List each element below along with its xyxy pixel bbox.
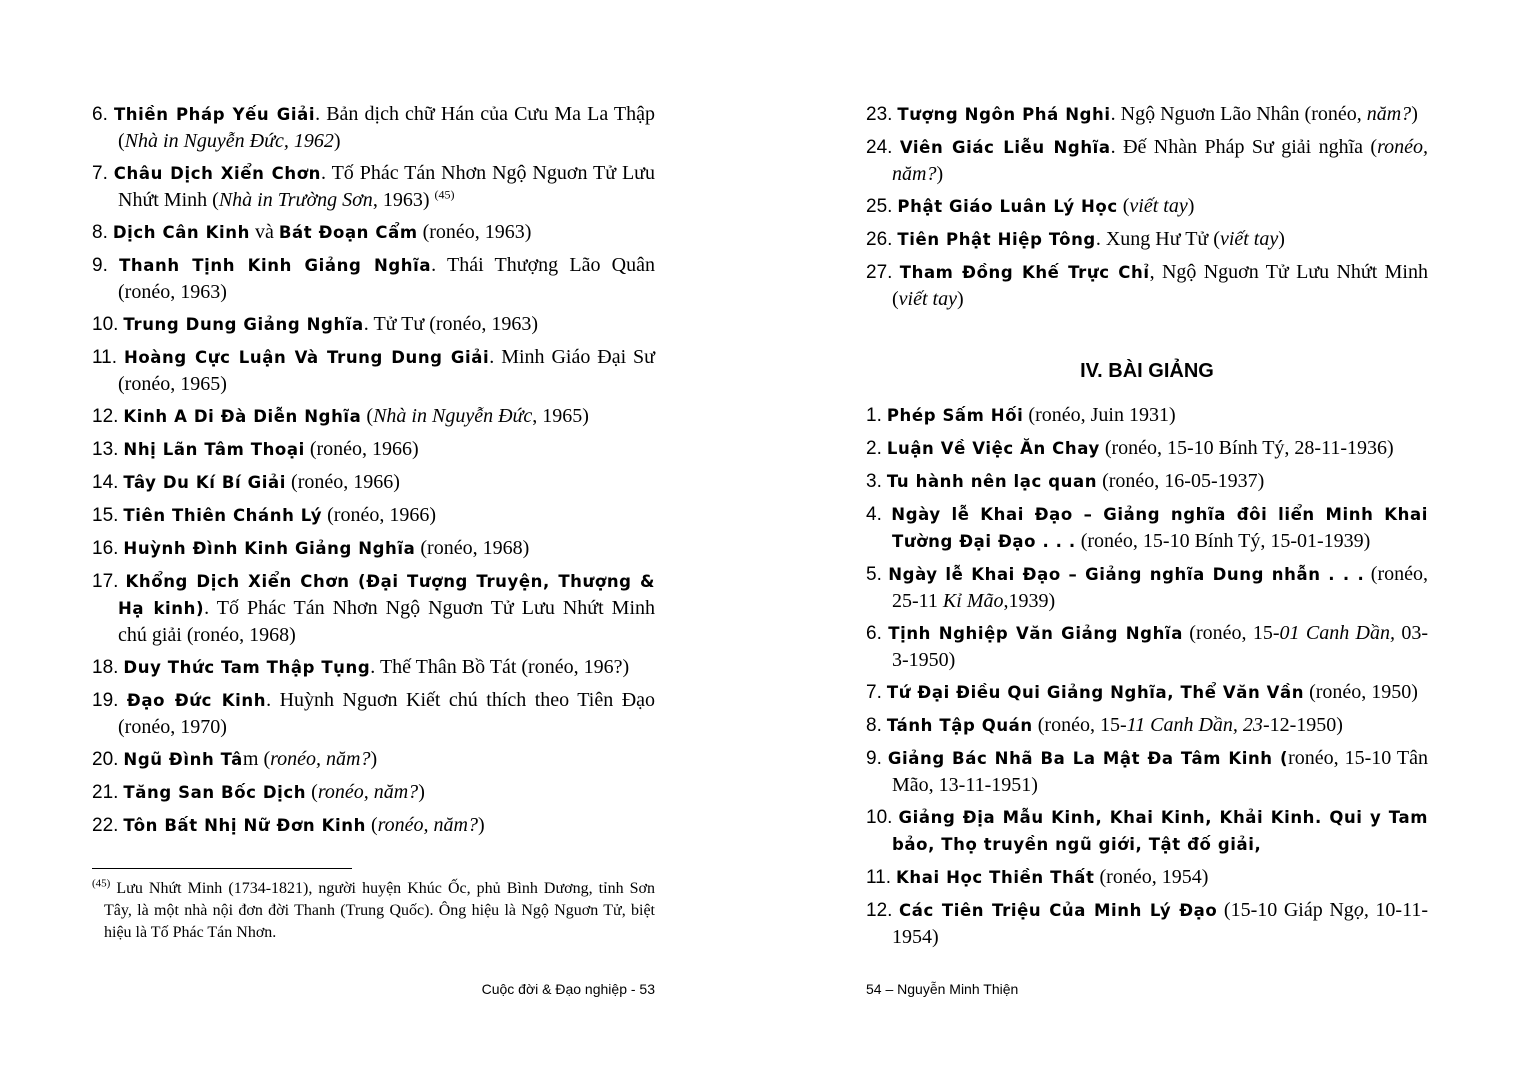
entry-title: Thanh Tịnh Kinh Giảng Nghĩa	[119, 256, 432, 275]
entry-separator: ,	[1149, 261, 1162, 283]
entry-title: Nhị Lãn Tâm Thoại	[123, 440, 305, 459]
entry-description: )	[333, 130, 341, 152]
entry-title: Tiên Phật Hiệp Tông	[897, 230, 1096, 249]
list-item	[866, 897, 1428, 950]
entry-publisher: năm?	[1366, 103, 1412, 125]
list-item	[92, 746, 655, 773]
entry-title: Dịch Cân Kinh	[112, 223, 250, 242]
list-item	[866, 501, 1428, 555]
entry-description: 10-11- 1954)	[892, 899, 1429, 948]
entry-title: Huỳnh Đình Kinh Giảng Nghĩa	[123, 539, 416, 558]
entry-number: 22.	[92, 815, 119, 836]
entry-number: 26.	[866, 229, 893, 250]
entry-title: Tiên Thiên Chánh Lý	[123, 506, 323, 525]
list-item	[866, 402, 1428, 429]
footnote-text: Lưu Nhứt Minh (1734-1821), người huyện Khúc Ốc, phủ Bình Dương, tỉnh Sơn Tây, là một nhà nội đơn đời Thanh (Trung Quốc). Ông hiệu là Ngộ Nguơn Tử, biệt hiệu là Tố Phác Tán Nhơn.	[104, 880, 655, 941]
entry-description: Minh Giáo Đại Sư (ronéo, 1965)	[118, 346, 656, 395]
entry-title: Ngày lễ Khai Đạo – Giảng nghĩa đôi liển Minh Khai Tường Đại Đạo . . .	[891, 505, 1428, 551]
footnote-separator	[92, 868, 352, 869]
entry-number: 11.	[866, 867, 892, 888]
entry-description: (ronéo, 1963)	[417, 221, 532, 243]
list-item	[92, 101, 655, 154]
list-item	[866, 679, 1428, 706]
entry-description: (	[370, 814, 378, 836]
bibliography-list-right	[866, 101, 1428, 318]
entry-description: )	[478, 814, 485, 836]
entry-description: (ronéo, 15-10 Bính Tý, 28-11-1936)	[1104, 437, 1394, 459]
footnote-mark: (45)	[92, 877, 111, 890]
entry-description: (ronéo, 1950)	[1309, 681, 1418, 703]
entry-description: )	[418, 781, 425, 803]
entry-separator: và	[249, 221, 279, 243]
entry-separator: .	[1110, 136, 1124, 158]
entry-separator: .	[489, 346, 502, 368]
entry-separator: .	[1095, 228, 1106, 250]
entry-separator: .	[363, 313, 374, 335]
list-item	[92, 812, 655, 839]
entry-title: Tham Đồng Khế Trực Chỉ	[899, 263, 1150, 282]
entry-number: 16.	[92, 538, 119, 559]
entry-separator: .	[1110, 103, 1121, 125]
list-item	[866, 134, 1428, 187]
entry-description: Thế Thân Bồ Tát (ronéo, 196?)	[379, 656, 630, 678]
entry-title: Tăng San Bốc Dịch	[123, 783, 307, 802]
list-item	[866, 226, 1428, 253]
entry-separator: .	[266, 689, 280, 711]
entry-description: (ronéo, 1966)	[291, 471, 400, 493]
entry-publisher: viết tay	[898, 288, 957, 310]
entry-description: )	[1278, 228, 1285, 250]
entry-title: Tây Du Kí Bí Giải	[123, 473, 287, 492]
list-item	[92, 344, 655, 397]
entry-number: 6.	[92, 104, 108, 125]
entry-description: Ngộ Nguơn Tử Lưu Nhứt Minh (	[892, 261, 1428, 310]
entry-description: Tử Tư (ronéo, 1963)	[373, 313, 539, 335]
entry-description: )	[370, 748, 378, 770]
entry-number: 6.	[866, 623, 882, 644]
entry-description: (	[366, 405, 374, 427]
entry-title: Luận Về Việc Ăn Chay	[886, 439, 1100, 458]
list-item	[866, 435, 1428, 462]
entry-title: Hoàng Cực Luận Và Trung Dung Giải	[123, 348, 490, 367]
section-title: IV. BÀI GIẢNG	[1080, 360, 1214, 382]
entry-title: Các Tiên Triệu Của Minh Lý Đạo	[899, 901, 1218, 920]
list-item	[92, 654, 655, 681]
list-item	[92, 568, 655, 648]
list-item	[866, 745, 1428, 798]
entry-number: 14.	[92, 472, 119, 493]
entry-publisher: Nhà in Nguyễn Đức	[373, 405, 533, 427]
entry-description: (ronéo, 15-	[1189, 622, 1280, 644]
entry-description: Đế Nhàn Pháp Sư giải nghĩa (	[1123, 136, 1378, 158]
entry-publisher: viết tay	[1129, 195, 1188, 217]
entry-number: 1.	[866, 405, 882, 426]
list-item	[92, 502, 655, 529]
list-item	[92, 469, 655, 496]
entry-title: Tịnh Nghiệp Văn Giảng Nghĩa	[888, 624, 1183, 643]
list-item	[866, 804, 1428, 858]
list-item	[92, 779, 655, 806]
entry-number: 8.	[92, 222, 108, 243]
entry-publisher: 01 Canh Dần,	[1279, 622, 1395, 644]
entry-separator: .	[321, 162, 332, 184]
list-item	[866, 712, 1428, 739]
entry-description: -12-1950)	[1262, 714, 1343, 736]
entry-title: Duy Thức Tam Thập Tụng	[123, 658, 371, 677]
entry-number: 18.	[92, 657, 119, 678]
entry-publisher: ronéo, năm?	[892, 136, 1429, 185]
footnote-reference: (45)	[434, 187, 455, 202]
entry-number: 7.	[866, 682, 882, 703]
right-page	[866, 0, 1428, 1075]
entry-number: 7.	[92, 163, 108, 184]
entry-title: Tứ Đại Điều Qui Giảng Nghĩa, Thể Văn Vần	[886, 683, 1305, 702]
entry-title: Tánh Tập Quán	[886, 716, 1033, 735]
entry-description: m (	[242, 748, 271, 770]
list-item	[92, 403, 655, 430]
entry-publisher: ronéo, năm?	[317, 781, 419, 803]
entry-title: Khổng Dịch Xiển Chơn (Đại Tượng Truyện, Thượng & Hạ kinh)	[118, 572, 656, 618]
entry-number: 8.	[866, 715, 882, 736]
entry-publisher: Nhà in Nguyễn Đức, 1962	[124, 130, 334, 152]
entry-number: 19.	[92, 690, 119, 711]
entry-publisher: Nhà in Trường Sơn	[218, 189, 373, 211]
entry-description: Tố Phác Tán Nhơn Ngộ Nguơn Tử Lưu Nhứt Minh (	[118, 162, 656, 211]
entry-number: 12.	[866, 900, 893, 921]
entry-description: (15-10 Giáp Ng	[1223, 899, 1354, 921]
entry-description: (ronéo, 1966)	[327, 504, 436, 526]
entry-title: Phép Sấm Hối	[886, 406, 1024, 425]
entry-description: (ronéo, 1968)	[420, 537, 530, 559]
entry-number: 9.	[866, 748, 882, 769]
entry-number: 24.	[866, 137, 893, 158]
entry-description: Bản dịch chữ Hán của Cưu Ma La Thập (	[118, 103, 656, 152]
entry-title: Châu Dịch Xiển Chơn	[113, 164, 322, 183]
list-item	[866, 561, 1428, 614]
list-item	[866, 468, 1428, 495]
entry-number: 25.	[866, 196, 893, 217]
entry-title: Kinh A Di Đà Diễn Nghĩa	[123, 407, 362, 426]
entry-title: Giảng Bác Nhã Ba La Mật Đa Tâm Kinh (	[887, 749, 1289, 768]
entry-publisher: ọ,	[1353, 899, 1369, 921]
list-item	[92, 436, 655, 463]
entry-number: 12.	[92, 406, 119, 427]
entry-description: (ronéo, 1966)	[309, 438, 419, 460]
list-item	[92, 687, 655, 740]
entry-number: 23.	[866, 104, 893, 125]
entry-number: 3.	[866, 471, 882, 492]
entry-description: (ronéo, 15-	[1037, 714, 1127, 736]
entry-number: 15.	[92, 505, 119, 526]
entry-publisher: ronéo, năm?	[270, 748, 371, 770]
list-item	[92, 311, 655, 338]
entry-number: 17.	[92, 571, 119, 592]
entry-number: 21.	[92, 782, 119, 803]
entry-title: Tu hành nên lạc quan	[886, 472, 1098, 491]
entry-title: Phật Giáo Luân Lý Học	[897, 197, 1118, 216]
entry-description: Thái Thượng Lão Quân (ronéo, 1963)	[118, 254, 655, 303]
bibliography-list-left	[92, 101, 655, 845]
entry-title: Thiền Pháp Yếu Giải	[113, 105, 316, 124]
entry-number: 10.	[866, 807, 893, 828]
entry-title: Trung Dung Giảng Nghĩa	[123, 315, 364, 334]
entry-publisher: ronéo, năm?	[377, 814, 478, 836]
entry-number: 9.	[92, 255, 108, 276]
entry-separator: .	[315, 103, 327, 125]
entry-description: (	[1122, 195, 1130, 217]
entry-title: Tôn Bất Nhị Nữ Đơn Kinh	[123, 816, 366, 835]
entry-description: )	[956, 288, 964, 310]
entry-description: , 1963)	[372, 189, 435, 211]
entry-description: (ronéo, 25-11	[892, 563, 1428, 612]
entry-description: ronéo, 15-10 Tân Mão, 13-11-1951)	[892, 747, 1429, 796]
entry-separator	[1217, 899, 1224, 921]
entry-publisher: viết tay	[1219, 228, 1279, 250]
list-item	[92, 535, 655, 562]
entry-title: Giảng Địa Mẫu Kinh, Khai Kinh, Khải Kinh. Qui y Tam bảo, Thọ truyền ngũ giới, Tật đố giải,	[892, 808, 1428, 854]
page-footer-right: 54 – Nguyễn Minh Thiện	[866, 981, 1019, 997]
entry-publisher: Kỉ Mão	[942, 590, 1004, 612]
entry-title: Tượng Ngôn Phá Nghi	[897, 105, 1111, 124]
entry-description: (	[311, 781, 318, 803]
entry-description: Ngộ Nguơn Lão Nhân (ronéo,	[1120, 103, 1367, 125]
list-item	[866, 620, 1428, 673]
entry-number: 13.	[92, 439, 119, 460]
entry-description: (ronéo, 15-10 Bính Tý, 15-01-1939)	[1080, 530, 1371, 552]
entry-title: Khai Học Thiền Thất	[896, 868, 1095, 887]
entry-number: 4.	[866, 504, 882, 525]
entry-number: 2.	[866, 438, 882, 459]
entry-number: 10.	[92, 314, 119, 335]
list-item	[92, 219, 655, 246]
entry-description: )	[936, 163, 944, 185]
list-item	[866, 101, 1428, 128]
entry-description: )	[1187, 195, 1195, 217]
lecture-list	[866, 402, 1428, 956]
entry-number: 27.	[866, 262, 893, 283]
entry-description: , 1965)	[532, 405, 589, 427]
list-item	[866, 864, 1428, 891]
entry-number: 20.	[92, 749, 119, 770]
left-page	[92, 0, 655, 1075]
entry-publisher: 11 Canh Dần, 23	[1126, 714, 1263, 736]
entry-separator: .	[431, 254, 447, 276]
list-item	[866, 259, 1428, 312]
entry-description: Tố Phác Tán Nhơn Ngộ Nguơn Tử Lưu Nhứt Minh chú giải (ronéo, 1968)	[118, 597, 655, 646]
entry-description: 03-3-1950)	[892, 622, 1429, 671]
entry-description: (ronéo, 16-05-1937)	[1102, 470, 1265, 492]
entry-description: (ronéo, Juin 1931)	[1028, 404, 1176, 426]
list-item	[92, 160, 655, 213]
entry-title: Đạo Đức Kinh	[126, 691, 267, 710]
page-footer-left: Cuộc đời & Đạo nghiệp - 53	[481, 981, 655, 997]
entry-number: 5.	[866, 564, 882, 585]
entry-description: Huỳnh Nguơn Kiết chú thích theo Tiên Đạo (ronéo, 1970)	[118, 689, 656, 738]
list-item	[92, 252, 655, 305]
list-item	[866, 193, 1428, 220]
entry-separator: .	[370, 656, 380, 678]
entry-description: (ronéo, 1954)	[1099, 866, 1209, 888]
entry-description: ,1939)	[1003, 590, 1056, 612]
entry-description: Xung Hư Tử (	[1105, 228, 1220, 250]
entry-separator: .	[204, 597, 217, 619]
entry-description: )	[1411, 103, 1418, 125]
entry-title: Ngày lễ Khai Đạo – Giảng nghĩa Dung nhẫn . . .	[888, 565, 1365, 584]
entry-title: Bát Đoạn Cẩm	[278, 223, 418, 242]
entry-title: Ngũ Đình Tâ	[123, 750, 243, 769]
entry-title: Viên Giác Liễu Nghĩa	[899, 138, 1111, 157]
entry-number: 11.	[92, 347, 118, 368]
footnote-45	[92, 878, 655, 944]
